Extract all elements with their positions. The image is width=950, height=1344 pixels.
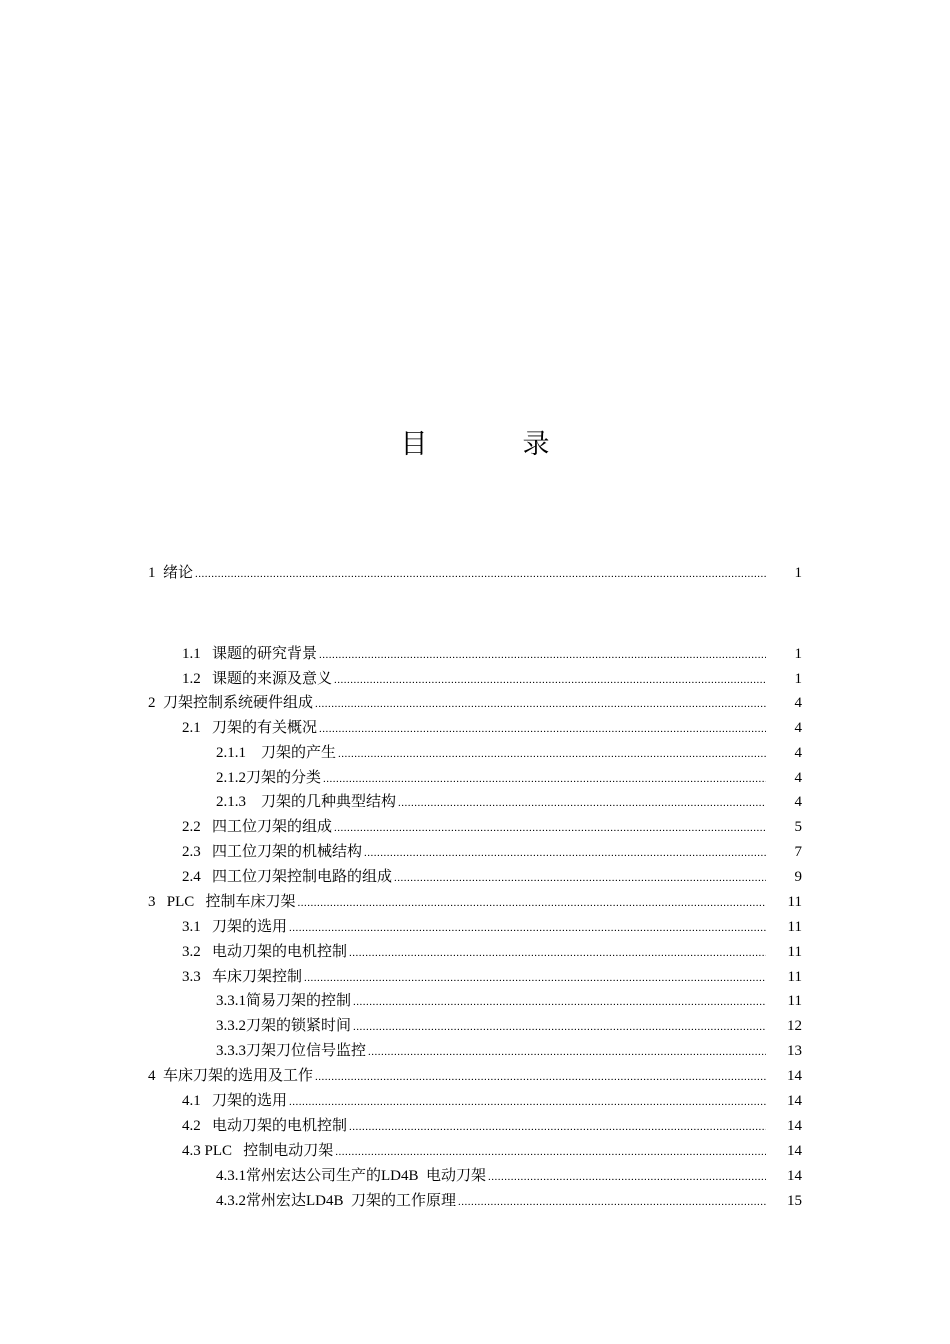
toc-entry-label: 1.1 课题的研究背景 bbox=[182, 646, 318, 662]
toc-page-number: 11 bbox=[787, 944, 802, 960]
toc-page-number: 11 bbox=[787, 969, 802, 985]
toc-entry[interactable] bbox=[182, 866, 768, 888]
toc-entry-label: 2.3 四工位刀架的机械结构 bbox=[182, 844, 363, 860]
toc-entry-label: 3 PLC 控制车床刀架 bbox=[148, 894, 296, 910]
toc-entry[interactable] bbox=[148, 1065, 768, 1087]
toc-title: 目 录 bbox=[400, 429, 584, 459]
toc-page-number: 14 bbox=[787, 1118, 802, 1134]
toc-entry[interactable] bbox=[148, 562, 768, 584]
toc-entry[interactable] bbox=[216, 791, 768, 813]
toc-page-number: 1 bbox=[794, 646, 802, 662]
toc-entry-label: 3.1 刀架的选用 bbox=[182, 919, 288, 935]
toc-entry-label: 4.2 电动刀架的电机控制 bbox=[182, 1118, 348, 1134]
dot-leader bbox=[353, 991, 766, 1013]
dot-leader bbox=[335, 1141, 766, 1163]
toc-entry-label: 3.3.2刀架的锁紧时间 bbox=[216, 1018, 352, 1034]
toc-entry[interactable] bbox=[216, 1165, 768, 1187]
toc-entry[interactable] bbox=[182, 966, 768, 988]
dot-leader bbox=[334, 669, 766, 691]
toc-entry[interactable] bbox=[182, 717, 768, 739]
dot-leader bbox=[368, 1041, 766, 1063]
toc-entry-label: 1.2 课题的来源及意义 bbox=[182, 671, 333, 687]
toc-entry-label: 4.3.1常州宏达公司生产的LD4B 电动刀架 bbox=[216, 1168, 487, 1184]
toc-entry-label: 2.4 四工位刀架控制电路的组成 bbox=[182, 869, 393, 885]
toc-entry[interactable] bbox=[216, 1015, 768, 1037]
toc-entry[interactable] bbox=[182, 1140, 768, 1162]
toc-page-number: 4 bbox=[794, 695, 802, 711]
toc-page-number: 11 bbox=[787, 919, 802, 935]
dot-leader bbox=[338, 743, 766, 765]
toc-page-number: 14 bbox=[787, 1143, 802, 1159]
toc-page-number: 9 bbox=[794, 869, 802, 885]
toc-page-number: 14 bbox=[787, 1068, 802, 1084]
toc-entry[interactable] bbox=[216, 1190, 768, 1212]
dot-leader bbox=[398, 792, 766, 814]
dot-leader bbox=[488, 1166, 766, 1188]
toc-entry[interactable] bbox=[182, 841, 768, 863]
toc-entry-label: 2.1.1 刀架的产生 bbox=[216, 745, 337, 761]
toc-entry[interactable] bbox=[216, 742, 768, 764]
toc-page-number: 13 bbox=[787, 1043, 802, 1059]
toc-entry[interactable] bbox=[182, 643, 768, 665]
toc-entry-label: 3.3 车床刀架控制 bbox=[182, 969, 303, 985]
toc-entry-label: 3.2 电动刀架的电机控制 bbox=[182, 944, 348, 960]
dot-leader bbox=[195, 563, 766, 585]
toc-entry[interactable] bbox=[216, 767, 768, 789]
dot-leader bbox=[315, 693, 766, 715]
toc-page-number: 7 bbox=[794, 844, 802, 860]
toc-entry-label: 1 绪论 bbox=[148, 565, 194, 581]
dot-leader bbox=[349, 1116, 766, 1138]
toc-page-number: 4 bbox=[794, 720, 802, 736]
dot-leader bbox=[323, 768, 766, 790]
toc-page-number: 1 bbox=[794, 565, 802, 581]
toc-entry[interactable] bbox=[216, 1040, 768, 1062]
toc-entry[interactable] bbox=[216, 990, 768, 1012]
dot-leader bbox=[319, 718, 766, 740]
toc-entry[interactable] bbox=[182, 941, 768, 963]
toc-page-number: 5 bbox=[794, 819, 802, 835]
toc-page-number: 15 bbox=[787, 1193, 802, 1209]
dot-leader bbox=[289, 1091, 766, 1113]
toc-entry[interactable] bbox=[148, 891, 768, 913]
dot-leader bbox=[315, 1066, 766, 1088]
toc-entry-label: 2.1 刀架的有关概况 bbox=[182, 720, 318, 736]
dot-leader bbox=[298, 892, 766, 914]
dot-leader bbox=[458, 1191, 766, 1213]
toc-entry-label: 2.1.2刀架的分类 bbox=[216, 770, 322, 786]
toc-entry-label: 4 车床刀架的选用及工作 bbox=[148, 1068, 314, 1084]
toc-page-number: 1 bbox=[794, 671, 802, 687]
toc-page-number: 11 bbox=[787, 894, 802, 910]
toc-page-number: 4 bbox=[794, 770, 802, 786]
toc-entry[interactable] bbox=[182, 916, 768, 938]
toc-page-number: 4 bbox=[794, 794, 802, 810]
toc-page-number: 11 bbox=[787, 993, 802, 1009]
dot-leader bbox=[289, 917, 766, 939]
toc-page-number: 14 bbox=[787, 1168, 802, 1184]
toc-entry-label: 3.3.1简易刀架的控制 bbox=[216, 993, 352, 1009]
toc-entry-label: 2.1.3 刀架的几种典型结构 bbox=[216, 794, 397, 810]
toc-entry-label: 2 刀架控制系统硬件组成 bbox=[148, 695, 314, 711]
toc-entry[interactable] bbox=[182, 668, 768, 690]
dot-leader bbox=[319, 644, 766, 666]
toc-page-number: 4 bbox=[794, 745, 802, 761]
toc-entry-label: 4.3 PLC 控制电动刀架 bbox=[182, 1143, 334, 1159]
dot-leader bbox=[334, 817, 766, 839]
dot-leader bbox=[394, 867, 766, 889]
dot-leader bbox=[349, 942, 766, 964]
toc-page-number: 14 bbox=[787, 1093, 802, 1109]
toc-entry-label: 2.2 四工位刀架的组成 bbox=[182, 819, 333, 835]
toc-page-number: 12 bbox=[787, 1018, 802, 1034]
dot-leader bbox=[353, 1016, 766, 1038]
toc-entry[interactable] bbox=[148, 692, 768, 714]
toc-entry[interactable] bbox=[182, 1090, 768, 1112]
toc-entry[interactable] bbox=[182, 1115, 768, 1137]
dot-leader bbox=[364, 842, 766, 864]
toc-entry-label: 4.1 刀架的选用 bbox=[182, 1093, 288, 1109]
toc-entry-label: 4.3.2常州宏达LD4B 刀架的工作原理 bbox=[216, 1193, 457, 1209]
dot-leader bbox=[304, 967, 766, 989]
toc-entry-label: 3.3.3刀架刀位信号监控 bbox=[216, 1043, 367, 1059]
toc-entry[interactable] bbox=[182, 816, 768, 838]
